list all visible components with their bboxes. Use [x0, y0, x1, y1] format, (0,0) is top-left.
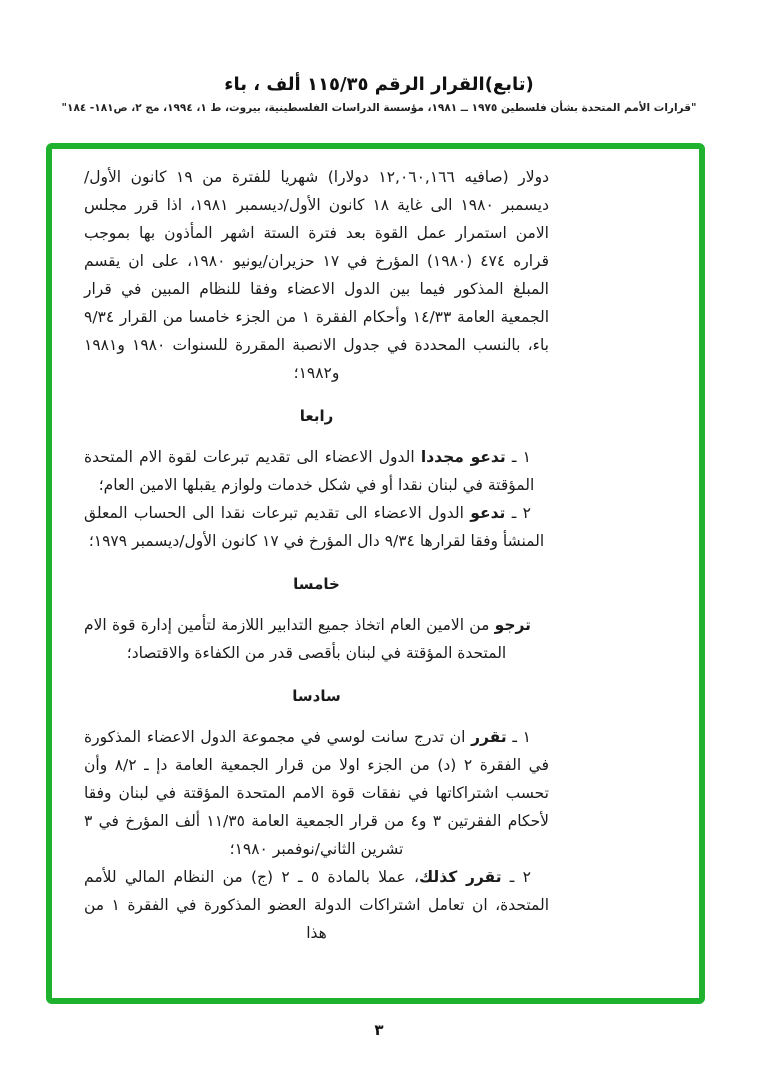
section-heading: رابعا [299, 407, 334, 425]
resolution-title: (تابع)القرار الرقم ١١٥/٣٥ ألف ، باء [224, 74, 534, 95]
page-number: ٣ [374, 1021, 384, 1039]
bold-run: تدعو مجددا [420, 448, 506, 466]
text-run: من الامين العام اتخاذ جميع التدابير اللازمة لتأمين إدارة قوة الام المتحدة المؤقتة في لبنان بأقصى قدر من الكفاءة والاقتصاد؛ [84, 616, 507, 662]
paragraph [84, 723, 549, 863]
document-body [84, 163, 549, 947]
paragraph [84, 611, 549, 667]
bold-run: ترجو [494, 616, 531, 634]
text-run: ان تدرج سانت لوسي في مجموعة الدول الاعضاء المذكورة في الفقرة ٢ (د) من الجزء اولا من قرار الجمعية العامة دإ ـ ٨/٢ وأن تحسب اشتراكاتها في نفقات قوة الامم المتحدة المؤقتة في لبنان وفقا لأحكام الفقرتين ٣ و٤ من قرار الجمعية العامة ١١/٣٥ ألف المؤرخ في ٣ تشرين الثاني/نوفمبر ١٩٨٠؛ [84, 728, 549, 858]
text-run: ، عملا بالمادة ٥ ـ ٢ (ج) من النظام المالي للأمم المتحدة، ان تعامل اشتراكات الدولة العضو المذكورة في الفقرة ١ من هذا [84, 868, 549, 942]
paragraph [84, 499, 549, 555]
paragraph [84, 863, 549, 947]
content-frame [46, 143, 705, 1004]
text-run: دولار (صافيه ١٢,٠٦٠,١٦٦ دولارا) شهريا للفترة من ١٩ كانون الأول/ديسمبر ١٩٨٠ الى غاية ١٨ كانون الأول/ديسمبر ١٩٨١، اذا قرر مجلس الامن استمرار عمل القوة بعد فترة الستة اشهر المأذون بها بموجب قراره ٤٧٤ (١٩٨٠) المؤرخ في ١٧ حزيران/يونيو ١٩٨٠، على ان يقسم المبلغ المذكور فيما بين الدول الاعضاء وفقا للنظام المبين في قرار الجمعية العامة ١٤/٣٣ وأحكام الفقرة ١ من الجزء خامسا من القرار ٩/٣٤ باء، بالنسب المحددة في جدول الانصبة المقررة للسنوات ١٩٨٠ و١٩٨١ و١٩٨٢؛ [84, 168, 550, 382]
text-run: ٢ ـ [505, 504, 531, 522]
text-run: الدول الاعضاء الى تقديم تبرعات نقدا الى الحساب المعلق المنشأ وفقا لقرارها ٩/٣٤ دال المؤرخ في ١٧ كانون الأول/ديسمبر ١٩٧٩؛ [84, 504, 545, 550]
paragraph [84, 163, 549, 387]
text-run: ١ ـ [506, 728, 531, 746]
bold-run: تقرر [471, 728, 507, 746]
paragraph [84, 443, 549, 499]
source-citation: "قرارات الأمم المتحدة بشأن فلسطين ١٩٧٥ ــ ١٩٨١، مؤسسة الدراسات الفلسطينية، بيروت، ط ١، ١٩٩٤، مج ٢، ص١٨١- ١٨٤" [61, 102, 697, 114]
section-heading: خامسا [293, 575, 340, 593]
section-heading: سادسا [292, 687, 341, 705]
text-run: ٢ ـ [501, 868, 531, 886]
text-run: ١ ـ [505, 448, 531, 466]
bold-run: تدعو [470, 504, 506, 522]
document-header [0, 74, 758, 114]
text-run: الدول الاعضاء الى تقديم تبرعات لقوة الام المتحدة المؤقتة في لبنان نقدا أو في شكل خدمات ولوازم يقبلها الامين العام؛ [84, 448, 535, 494]
bold-run: تقرر كذلك [418, 868, 502, 886]
